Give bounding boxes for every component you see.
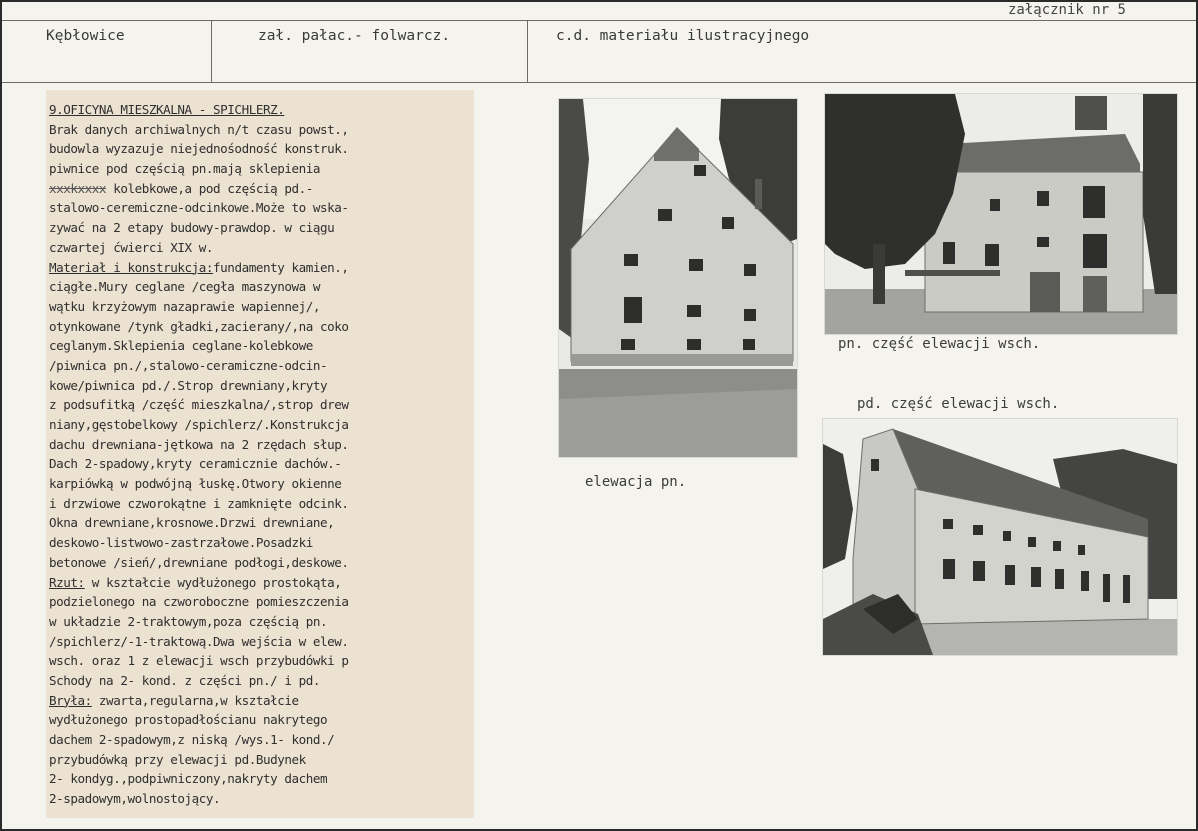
- caption-east-elevation-south: pd. część elewacji wsch.: [857, 396, 1060, 412]
- card-line: czwartej ćwierci XIX w.: [49, 239, 214, 255]
- caption-north-elevation: elewacja pn.: [585, 474, 687, 490]
- attachment-label: załącznik nr 5: [1007, 2, 1126, 18]
- card-line: betonowe /sień/,drewniane podłogi,deskowe.: [49, 554, 349, 570]
- card-line: niany,gęstobelkowy /spichlerz/.Konstrukcja: [49, 417, 349, 432]
- card-line: Materiał i konstrukcja:fundamenty kamien.,: [49, 259, 349, 275]
- card-line: Okna drewniane,krosnowe.Drzwi drewniane,: [49, 515, 335, 531]
- object-name: zał. pałac.- folwarcz.: [258, 28, 451, 44]
- header-bottom-rule: [2, 82, 1196, 83]
- card-line: wsch. oraz 1 z elewacji wsch przybudówki p: [49, 653, 349, 669]
- photo-east-elevation-north: [825, 94, 1177, 334]
- card-line: budowla wyzazuje niejednośodność konstruk.: [49, 141, 349, 157]
- card-line: ceglanym.Sklepienia ceglane-kolebkowe: [49, 338, 313, 354]
- card-line: stalowo-ceremiczne-odcinkowe.Może to wska-: [49, 200, 349, 216]
- card-line: w układzie 2-traktowym,poza częścią pn.: [49, 613, 328, 629]
- card-line: dachu drewniana-jętkowa na 2 rzędach słup.: [49, 436, 349, 452]
- card-line: 2-spadowym,wolnostojący.: [49, 791, 221, 807]
- card-line: podzielonego na czworoboczne pomieszczenia: [49, 594, 349, 610]
- photo-east-elevation-south: [823, 419, 1177, 655]
- card-line: Bryła: zwarta,regularna,w kształcie: [49, 692, 299, 708]
- card-line: 2- kondyg.,podpiwniczony,nakryty dachem: [49, 771, 328, 787]
- card-line: Brak danych archiwalnych n/t czasu powst.,: [49, 121, 349, 137]
- section-title: c.d. materiału ilustracyjnego: [556, 28, 810, 44]
- header-divider-2: [527, 20, 528, 82]
- card-line: wydłużonego prostopadłościanu nakrytego: [49, 712, 328, 728]
- card-line: deskowo-listwowo-zastrzałowe.Posadzki: [49, 535, 313, 551]
- east-elevation-north-image: [825, 94, 1177, 334]
- header-top-rule: [2, 20, 1196, 21]
- card-line: otynkowane /tynk gładki,zacierany/,na coko: [49, 318, 349, 334]
- struck-out-word: xxxkxxxx: [49, 180, 107, 196]
- card-line: Schody na 2- kond. z części pn./ i pd.: [49, 672, 321, 688]
- card-line: z podsufitką /część mieszkalna/,strop drew: [49, 397, 349, 413]
- card-line: kowe/piwnica pd./.Strop drewniany,kryty: [49, 377, 328, 393]
- heading-rzut: Rzut:: [49, 574, 85, 590]
- card-line: zywać na 2 etapy budowy-prawdop. w ciągu: [49, 220, 335, 236]
- card-line: xxxkxxxx kolebkowe,a pod częścią pd.-: [49, 180, 313, 196]
- card-line: Dach 2-spadowy,kryty ceramicznie dachów.-: [49, 456, 342, 472]
- description-text: [49, 100, 474, 809]
- photo-north-elevation: [559, 99, 797, 457]
- card-line: karpiówką w podwójną łuskę.Otwory okienne: [49, 476, 342, 492]
- heading-material: Materiał i konstrukcja:: [49, 259, 214, 275]
- east-elevation-south-image: [823, 419, 1177, 655]
- card-title: 9.OFICYNA MIESZKALNA - SPICHLERZ.: [49, 102, 285, 117]
- card-line: Rzut: w kształcie wydłużonego prostokąta,: [49, 574, 342, 590]
- card-line: /piwnica pn./,stalowo-ceramiczne-odcin-: [49, 357, 328, 373]
- card-line: ciągłe.Mury ceglane /cegła maszynowa w: [49, 279, 321, 295]
- heading-bryla: Bryła:: [49, 692, 92, 708]
- card-line: i drzwiowe czworokątne i zamknięte odcink.: [49, 495, 349, 511]
- north-elevation-image: [559, 99, 797, 457]
- card-line: /spichlerz/-1-traktową.Dwa wejścia w elew.: [49, 633, 349, 649]
- document-sheet: [2, 2, 1196, 829]
- card-line: wątku krzyżowym nazaprawie wapiennej/,: [49, 298, 321, 314]
- card-line: dachem 2-spadowym,z niską /wys.1- kond./: [49, 732, 335, 747]
- header-divider-1: [211, 20, 212, 82]
- card-line: przybudówką przy elewacji pd.Budynek: [49, 751, 306, 767]
- place-name: Kębłowice: [46, 28, 125, 44]
- card-line: piwnice pod częścią pn.mają sklepienia: [49, 161, 321, 177]
- caption-east-elevation-north: pn. część elewacji wsch.: [838, 336, 1041, 352]
- description-card: [46, 90, 474, 818]
